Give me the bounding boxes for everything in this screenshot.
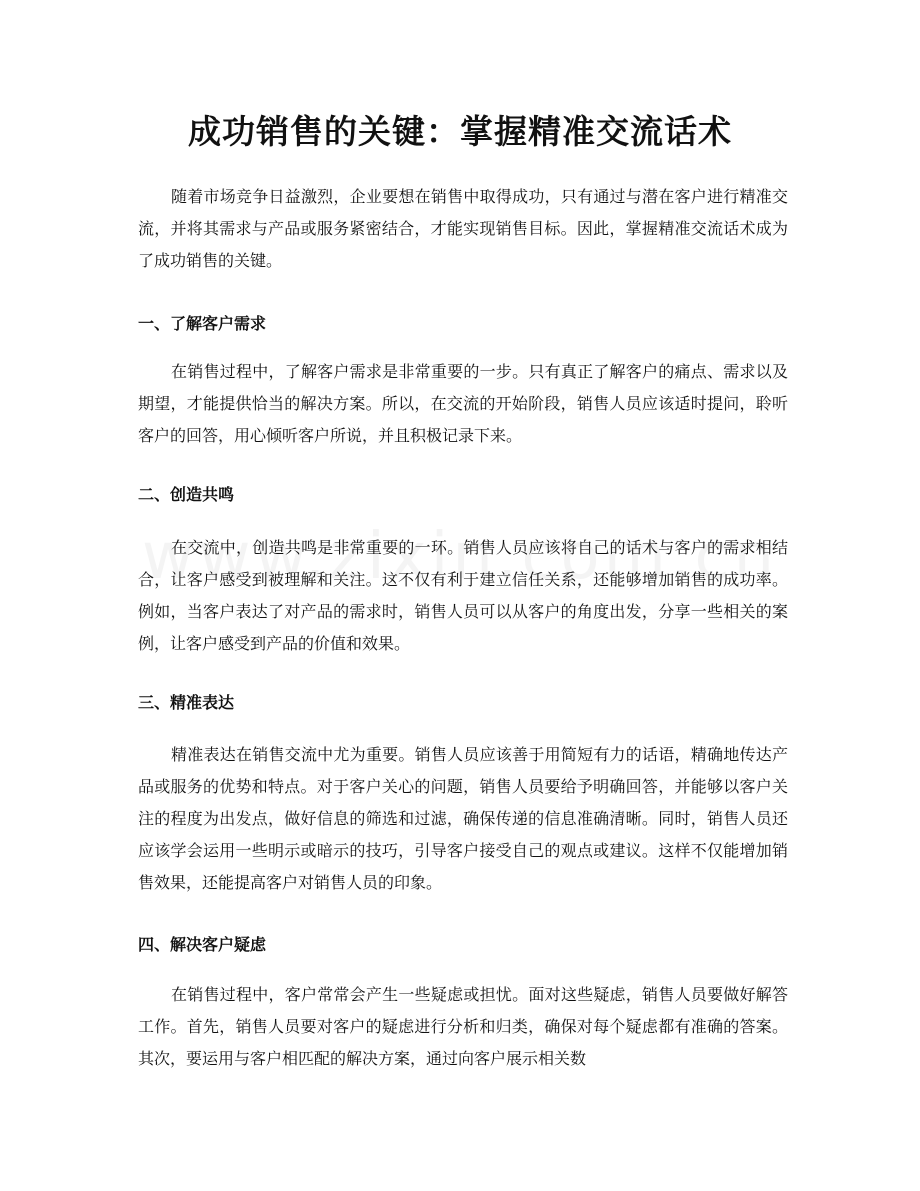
- section-heading-4: 四、解决客户疑虑: [138, 935, 267, 954]
- intro-paragraph: 随着市场竞争日益激烈，企业要想在销售中取得成功，只有通过与潜在客户进行精准交流，并将其需求与产品或服务紧密结合，才能实现销售目标。因此，掌握精准交流话术成为了成功销售的关键。: [138, 187, 788, 270]
- section-body-2: 在交流中，创造共鸣是非常重要的一环。销售人员应该将自己的话术与客户的需求相结合，让客户感受到被理解和关注。这不仅有利于建立信任关系，还能够增加销售的成功率。例如，当客户表达了对产品的需求时，销售人员可以从客户的角度出发，分享一些相关的案例，让客户感受到产品的价值和效果。: [138, 538, 788, 653]
- section-heading-1: 一、了解客户需求: [138, 314, 267, 333]
- section-heading-3: 三、精准表达: [138, 693, 235, 712]
- section-heading-2: 二、创造共鸣: [138, 485, 235, 504]
- section-body-4: 在销售过程中，客户常常会产生一些疑虑或担忧。面对这些疑虑，销售人员要做好解答工作。首先，销售人员要对客户的疑虑进行分析和归类，确保对每个疑虑都有准确的答案。其次，要运用与客户相匹配的解决方案，通过向客户展示相关数: [138, 985, 788, 1068]
- page-title: 成功销售的关键：掌握精准交流话术: [188, 112, 732, 151]
- section-body-1: 在销售过程中，了解客户需求是非常重要的一步。只有真正了解客户的痛点、需求以及期望，才能提供恰当的解决方案。所以，在交流的开始阶段，销售人员应该适时提问，聆听客户的回答，用心倾听客户所说，并且积极记录下来。: [138, 362, 788, 445]
- section-body-3: 精准表达在销售交流中尤为重要。销售人员应该善于用简短有力的话语，精确地传达产品或服务的优势和特点。对于客户关心的问题，销售人员要给予明确回答，并能够以客户关注的程度为出发点，做好信息的筛选和过滤，确保传递的信息准确清晰。同时，销售人员还应该学会运用一些明示或暗示的技巧，引导客户接受自己的观点或建议。这样不仅能增加销售效果，还能提高客户对销售人员的印象。: [138, 745, 788, 892]
